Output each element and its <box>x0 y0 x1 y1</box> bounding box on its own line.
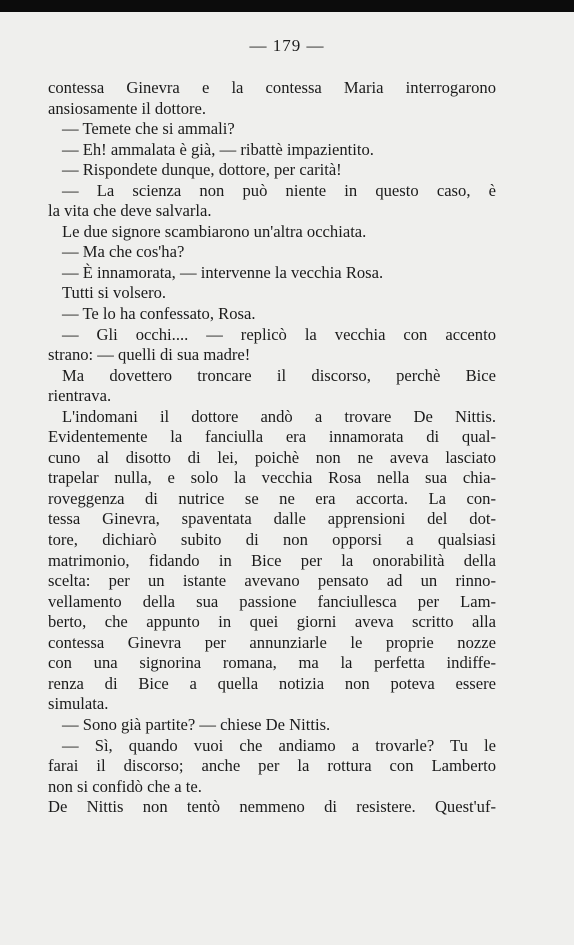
text-line: cuno al disotto di lei, poichè non ne aveva lasciato <box>48 447 496 467</box>
text-line: contessa Ginevra e la contessa Maria interrogarono <box>48 78 496 97</box>
text-line: tore, dichiarò subito di non opporsi a qualsiasi <box>48 530 496 550</box>
text-line: berto, che appunto in quei giorni aveva scritto alla <box>48 612 496 632</box>
text-line: strano: — quelli di sua madre! <box>48 345 251 365</box>
text-line: renza di Bice a quella notizia non poteva essere <box>48 673 496 693</box>
text-line: tessa Ginevra, spaventata dalle apprensioni del dot- <box>48 509 496 529</box>
text-line: — Gli occhi.... — replicò la vecchia con accento <box>62 324 496 344</box>
text-line: — Sì, quando vuoi che andiamo a trovarle? Tu le <box>62 735 496 755</box>
text-line: ansiosamente il dottore. <box>48 98 207 118</box>
text-line: — Eh! ammalata è già, — ribattè impazientito. <box>62 139 374 159</box>
text-line: vellamento della sua passione fanciullesca per Lam- <box>48 591 496 611</box>
text-line: scelta: per un istante avevano pensato ad un rinno- <box>48 571 496 591</box>
text-line: — Sono già partite? — chiese De Nittis. <box>62 714 331 734</box>
text-line: — È innamorata, — intervenne la vecchia Rosa. <box>62 262 384 282</box>
text-line: non si confidò che a te. <box>48 776 202 796</box>
text-line: contessa Ginevra per annunziarle le proprie nozze <box>48 632 496 652</box>
text-line: matrimonio, fidando in Bice per la onorabilità della <box>48 550 496 570</box>
scan-top-border <box>0 0 574 12</box>
body-text <box>48 78 496 818</box>
text-line: farai il discorso; anche per la rottura con Lamberto <box>48 756 496 776</box>
text-line: simulata. <box>48 694 109 714</box>
text-line: roveggenza di nutrice se ne era accorta. La con- <box>48 488 496 508</box>
page-number: — 179 — <box>249 36 325 55</box>
text-line: con una signorina romana, ma la perfetta indiffe- <box>48 653 496 673</box>
text-line: la vita che deve salvarla. <box>48 201 212 221</box>
text-line: Tutti si volsero. <box>62 283 167 303</box>
text-line: — Rispondete dunque, dottore, per carità! <box>62 160 342 180</box>
text-line: — La scienza non può niente in questo caso, è <box>62 180 496 200</box>
text-line: — Ma che cos'ha? <box>62 242 185 262</box>
text-line: L'indomani il dottore andò a trovare De Nittis. <box>62 406 496 426</box>
text-line: Ma dovettero troncare il discorso, perchè Bice <box>62 365 496 385</box>
text-line: trapelar nulla, e solo la vecchia Rosa nella sua chia- <box>48 468 496 488</box>
text-line: Evidentemente la fanciulla era innamorata di qual- <box>48 427 496 447</box>
text-line: — Temete che si ammali? <box>62 119 235 139</box>
text-line: rientrava. <box>48 386 112 406</box>
text-line: Le due signore scambiarono un'altra occhiata. <box>62 221 367 241</box>
text-line: De Nittis non tentò nemmeno di resistere. Quest'uf- <box>48 797 496 817</box>
text-line: — Te lo ha confessato, Rosa. <box>62 304 256 324</box>
